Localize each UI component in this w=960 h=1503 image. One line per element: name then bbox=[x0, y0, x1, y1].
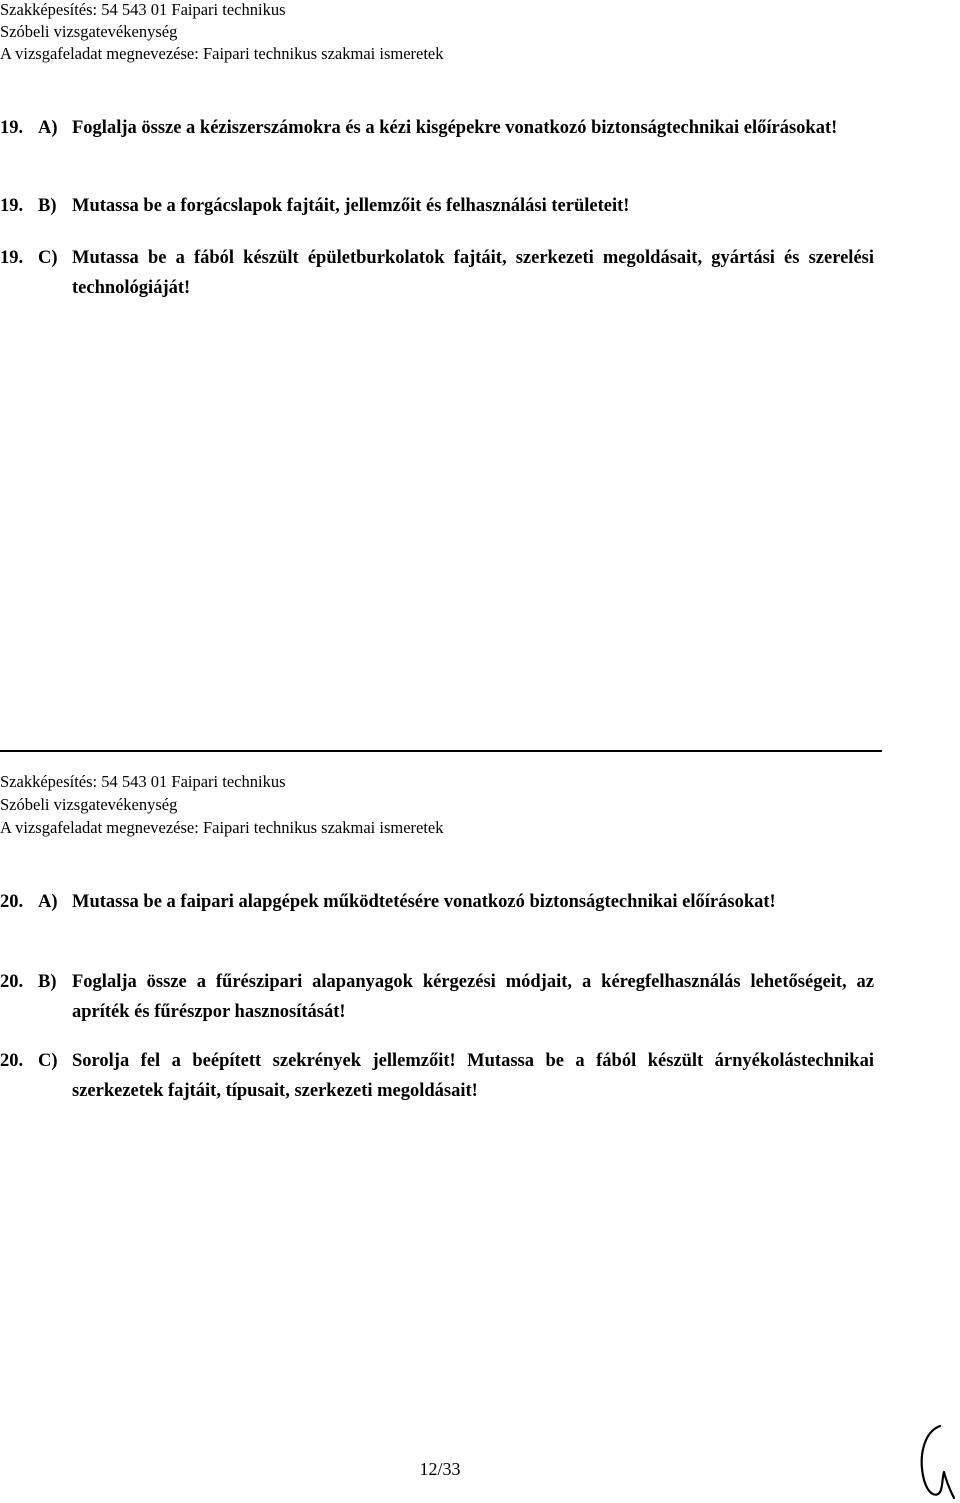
task-text: Sorolja fel a beépített szekrények jellemzőit! Mutassa be a fából készült árnyékolástechnikai szerkezetek fajtáit, típusait, szerkezeti megoldásait! bbox=[72, 1051, 874, 1101]
task-20-c bbox=[0, 1046, 874, 1106]
task-number: 19. bbox=[0, 248, 24, 268]
task-letter: C) bbox=[38, 1051, 58, 1071]
task-letter: B) bbox=[38, 196, 57, 216]
header-exam-type: Szóbeli vizsgatevékenység bbox=[0, 795, 178, 814]
task-19-c bbox=[0, 243, 874, 303]
task-letter: A) bbox=[38, 118, 58, 138]
task-text: Foglalja össze a kéziszerszámokra és a kézi kisgépekre vonatkozó biztonságtechnikai előírásokat! bbox=[72, 118, 838, 138]
task-letter: B) bbox=[38, 972, 57, 992]
page-separator-rule bbox=[0, 750, 882, 752]
task-number: 20. bbox=[0, 1051, 24, 1071]
header-exam-type: Szóbeli vizsgatevékenység bbox=[0, 22, 178, 41]
task-19-a bbox=[0, 113, 874, 143]
task-number: 20. bbox=[0, 892, 24, 912]
task-text: Mutassa be a faipari alapgépek működtetésére vonatkozó biztonságtechnikai előírásokat! bbox=[72, 892, 776, 912]
task-text: Mutassa be a forgácslapok fajtáit, jellemzőit és felhasználási területeit! bbox=[72, 196, 630, 216]
page-number: 12/33 bbox=[419, 1459, 461, 1479]
task-number: 19. bbox=[0, 196, 24, 216]
task-letter: C) bbox=[38, 248, 58, 268]
signature-mark bbox=[910, 1418, 960, 1503]
task-text: Foglalja össze a fűrészipari alapanyagok kérgezési módjait, a kéregfelhasználás lehetőségeit, az apríték és fűrészpor hasznosítását! bbox=[72, 972, 874, 1022]
task-19-b bbox=[0, 191, 874, 221]
task-number: 20. bbox=[0, 972, 24, 992]
task-text: Mutassa be a fából készült épületburkolatok fajtáit, szerkezeti megoldásait, gyártási és szerelési technológiáját! bbox=[72, 248, 874, 298]
task-20-a bbox=[0, 887, 874, 917]
task-20-b bbox=[0, 967, 874, 1027]
header-qualification: Szakképesítés: 54 543 01 Faipari technikus bbox=[0, 0, 286, 19]
task-number: 19. bbox=[0, 118, 24, 138]
header-qualification: Szakképesítés: 54 543 01 Faipari technikus bbox=[0, 772, 286, 791]
task-letter: A) bbox=[38, 892, 58, 912]
header-task-name: A vizsgafeladat megnevezése: Faipari technikus szakmai ismeretek bbox=[0, 818, 444, 837]
header-task-name: A vizsgafeladat megnevezése: Faipari technikus szakmai ismeretek bbox=[0, 44, 444, 63]
